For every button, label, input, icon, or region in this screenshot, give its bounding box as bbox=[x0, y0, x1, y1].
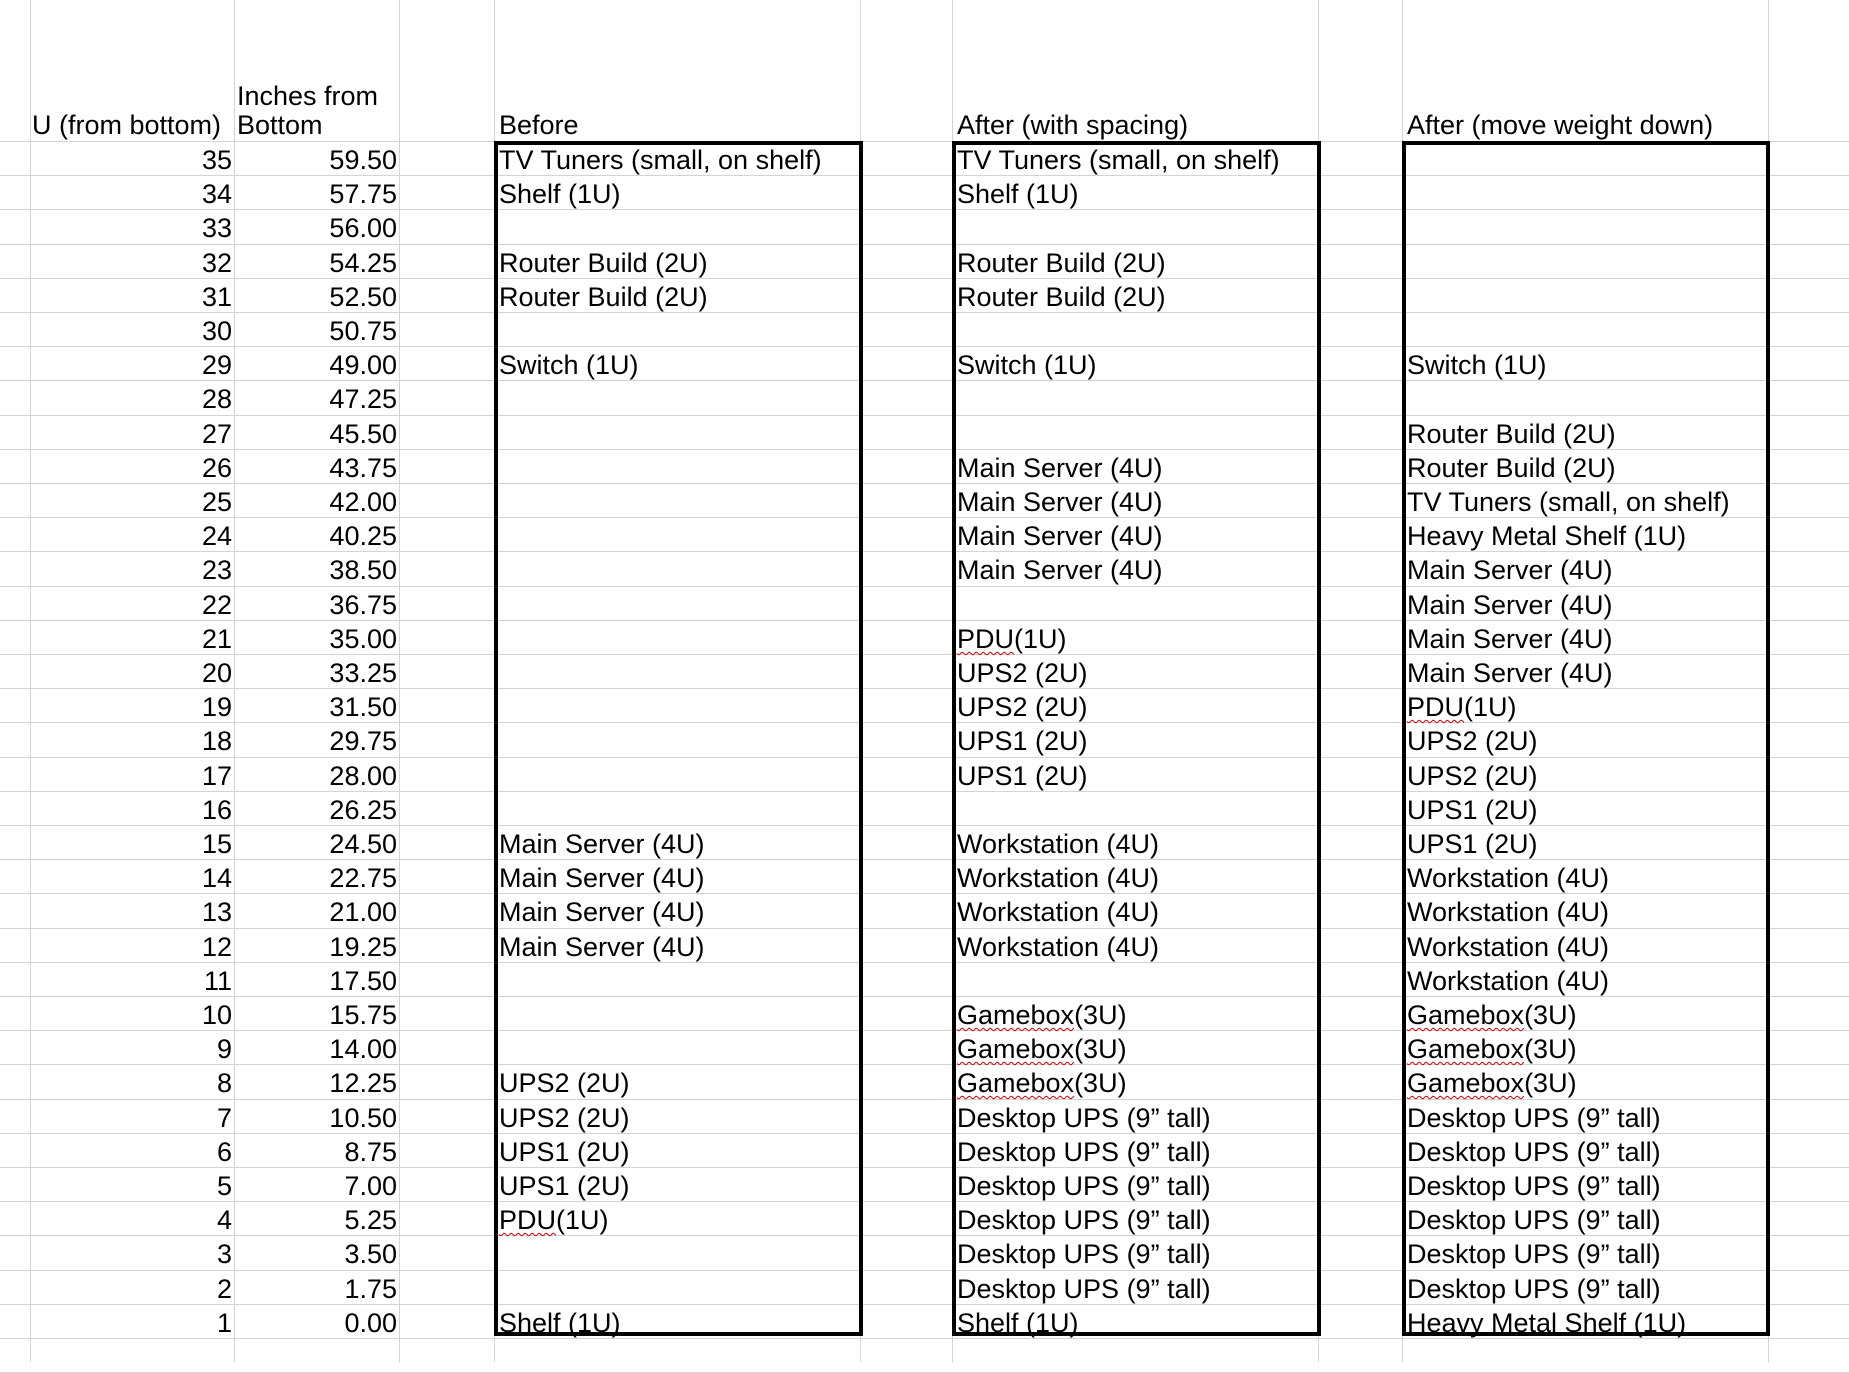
spellcheck-flag: Gamebox bbox=[957, 1034, 1075, 1064]
cell-after-weight[interactable]: UPS2 (2U) bbox=[1407, 761, 1538, 791]
cell-after-spacing[interactable]: Workstation (4U) bbox=[957, 932, 1160, 962]
cell-before[interactable]: PDU (1U) bbox=[499, 1205, 609, 1235]
cell-u[interactable]: 6 bbox=[216, 1137, 232, 1167]
cell-after-weight[interactable]: Main Server (4U) bbox=[1407, 658, 1613, 688]
cell-inches[interactable]: 15.75 bbox=[329, 1000, 397, 1030]
cell-after-spacing[interactable]: Workstation (4U) bbox=[957, 897, 1160, 927]
cell-after-weight[interactable]: Gamebox (3U) bbox=[1407, 1000, 1577, 1030]
cell-after-spacing[interactable]: Desktop UPS (9” tall) bbox=[957, 1205, 1211, 1235]
cell-after-weight[interactable]: Switch (1U) bbox=[1407, 350, 1547, 380]
cell-after-spacing[interactable] bbox=[955, 586, 1318, 620]
header-inches-line1[interactable]: Inches from bbox=[237, 81, 379, 111]
cell-before[interactable] bbox=[497, 551, 860, 585]
cell-after-weight[interactable]: UPS2 (2U) bbox=[1407, 726, 1538, 756]
cell-after-weight[interactable]: Main Server (4U) bbox=[1407, 555, 1613, 585]
spellcheck-flag: PDU bbox=[1407, 692, 1465, 722]
cell-after-spacing[interactable]: UPS1 (2U) bbox=[957, 761, 1088, 791]
cell-after-spacing[interactable] bbox=[955, 962, 1318, 996]
cell-u[interactable]: 26 bbox=[201, 453, 232, 483]
cell-after-weight[interactable]: Router Build (2U) bbox=[1407, 419, 1616, 449]
cell-u[interactable]: 27 bbox=[201, 419, 232, 449]
cell-u[interactable]: 24 bbox=[201, 521, 232, 551]
spellcheck-flag: Gamebox bbox=[1407, 1034, 1525, 1064]
cell-before[interactable] bbox=[497, 1235, 860, 1269]
cell-inches[interactable]: 57.75 bbox=[329, 179, 397, 209]
cell-after-spacing[interactable]: Shelf (1U) bbox=[957, 1308, 1079, 1338]
cell-after-weight[interactable] bbox=[1405, 278, 1768, 312]
cell-after-spacing[interactable]: Main Server (4U) bbox=[957, 453, 1163, 483]
cell-after-weight[interactable]: Workstation (4U) bbox=[1407, 966, 1610, 996]
cell-after-spacing[interactable] bbox=[955, 380, 1318, 414]
cell-after-spacing[interactable]: Switch (1U) bbox=[957, 350, 1097, 380]
header-inches-line2[interactable]: Bottom bbox=[237, 110, 323, 140]
cell-u[interactable]: 17 bbox=[201, 761, 232, 791]
cell-after-weight[interactable]: Gamebox (3U) bbox=[1407, 1068, 1577, 1098]
cell-inches[interactable]: 12.25 bbox=[329, 1068, 397, 1098]
cell-after-weight[interactable] bbox=[1405, 380, 1768, 414]
cell-inches[interactable]: 45.50 bbox=[329, 419, 397, 449]
cell-after-weight[interactable]: Main Server (4U) bbox=[1407, 624, 1613, 654]
cell-u[interactable]: 2 bbox=[216, 1274, 232, 1304]
cell-u[interactable]: 12 bbox=[201, 932, 232, 962]
cell-after-spacing[interactable]: Router Build (2U) bbox=[957, 282, 1166, 312]
cell-before[interactable] bbox=[497, 791, 860, 825]
cell-inches[interactable]: 47.25 bbox=[329, 384, 397, 414]
cell-before[interactable] bbox=[497, 620, 860, 654]
cell-after-spacing[interactable] bbox=[955, 209, 1318, 243]
cell-after-weight[interactable]: Workstation (4U) bbox=[1407, 897, 1610, 927]
cell-after-weight[interactable]: Workstation (4U) bbox=[1407, 932, 1610, 962]
cell-before[interactable] bbox=[497, 517, 860, 551]
cell-u[interactable]: 22 bbox=[201, 590, 232, 620]
cell-before[interactable]: UPS2 (2U) bbox=[499, 1068, 630, 1098]
cell-before[interactable]: Shelf (1U) bbox=[499, 179, 621, 209]
cell-inches[interactable]: 54.25 bbox=[329, 248, 397, 278]
cell-inches[interactable]: 24.50 bbox=[329, 829, 397, 859]
cell-u[interactable]: 7 bbox=[216, 1103, 232, 1133]
cell-after-spacing[interactable]: Desktop UPS (9” tall) bbox=[957, 1239, 1211, 1269]
cell-after-weight[interactable]: Router Build (2U) bbox=[1407, 453, 1616, 483]
cell-after-spacing[interactable]: Router Build (2U) bbox=[957, 248, 1166, 278]
cell-u[interactable]: 35 bbox=[201, 145, 232, 175]
cell-inches[interactable]: 59.50 bbox=[329, 145, 397, 175]
cell-before[interactable] bbox=[497, 722, 860, 756]
cell-after-weight[interactable] bbox=[1405, 141, 1768, 175]
cell-u[interactable]: 30 bbox=[201, 316, 232, 346]
cell-inches[interactable]: 31.50 bbox=[329, 692, 397, 722]
cell-before[interactable] bbox=[497, 1030, 860, 1064]
cell-after-weight[interactable]: Heavy Metal Shelf (1U) bbox=[1407, 1308, 1687, 1338]
cell-inches[interactable]: 3.50 bbox=[344, 1239, 397, 1269]
cell-after-weight[interactable]: PDU (1U) bbox=[1407, 692, 1517, 722]
spellcheck-flag: PDU bbox=[957, 624, 1015, 654]
cell-after-spacing[interactable]: Gamebox (3U) bbox=[957, 1034, 1127, 1064]
cell-after-weight[interactable]: Gamebox (3U) bbox=[1407, 1034, 1577, 1064]
cell-u[interactable]: 23 bbox=[201, 555, 232, 585]
cell-inches[interactable]: 42.00 bbox=[329, 487, 397, 517]
cell-inches[interactable]: 19.25 bbox=[329, 932, 397, 962]
header-u[interactable]: U (from bottom) bbox=[32, 110, 222, 140]
cell-before[interactable]: Main Server (4U) bbox=[499, 932, 705, 962]
cell-after-weight[interactable]: Desktop UPS (9” tall) bbox=[1407, 1137, 1661, 1167]
cell-u[interactable]: 9 bbox=[216, 1034, 232, 1064]
cell-after-spacing[interactable]: Gamebox (3U) bbox=[957, 1068, 1127, 1098]
cell-after-weight[interactable]: Desktop UPS (9” tall) bbox=[1407, 1274, 1661, 1304]
cell-inches[interactable]: 8.75 bbox=[344, 1137, 397, 1167]
cell-before[interactable] bbox=[497, 962, 860, 996]
cell-u[interactable]: 13 bbox=[201, 897, 232, 927]
cell-after-spacing[interactable]: PDU (1U) bbox=[957, 624, 1067, 654]
cell-u[interactable]: 19 bbox=[201, 692, 232, 722]
cell-u[interactable]: 25 bbox=[201, 487, 232, 517]
cell-after-spacing[interactable]: Workstation (4U) bbox=[957, 829, 1160, 859]
cell-after-weight[interactable] bbox=[1405, 209, 1768, 243]
column-gridline bbox=[399, 0, 400, 1362]
cell-inches[interactable]: 17.50 bbox=[329, 966, 397, 996]
cell-after-weight[interactable]: Desktop UPS (9” tall) bbox=[1407, 1239, 1661, 1269]
cell-inches[interactable]: 56.00 bbox=[329, 213, 397, 243]
cell-inches[interactable]: 10.50 bbox=[329, 1103, 397, 1133]
cell-inches[interactable]: 0.00 bbox=[344, 1308, 397, 1338]
cell-after-spacing[interactable] bbox=[955, 415, 1318, 449]
cell-after-spacing[interactable]: Main Server (4U) bbox=[957, 555, 1163, 585]
cell-before[interactable]: Shelf (1U) bbox=[499, 1308, 621, 1338]
cell-inches[interactable]: 1.75 bbox=[344, 1274, 397, 1304]
cell-before[interactable] bbox=[497, 312, 860, 346]
cell-after-weight[interactable]: Desktop UPS (9” tall) bbox=[1407, 1171, 1661, 1201]
cell-inches[interactable]: 33.25 bbox=[329, 658, 397, 688]
cell-before[interactable] bbox=[497, 1270, 860, 1304]
cell-inches[interactable]: 50.75 bbox=[329, 316, 397, 346]
cell-u[interactable]: 21 bbox=[201, 624, 232, 654]
cell-after-weight[interactable]: UPS1 (2U) bbox=[1407, 829, 1538, 859]
cell-u[interactable]: 31 bbox=[201, 282, 232, 312]
cell-after-spacing[interactable]: UPS2 (2U) bbox=[957, 692, 1088, 722]
cell-u[interactable]: 14 bbox=[201, 863, 232, 893]
cell-after-spacing[interactable]: Desktop UPS (9” tall) bbox=[957, 1137, 1211, 1167]
cell-u[interactable]: 10 bbox=[201, 1000, 232, 1030]
cell-after-spacing[interactable]: UPS2 (2U) bbox=[957, 658, 1088, 688]
cell-u[interactable]: 11 bbox=[203, 966, 232, 996]
cell-inches[interactable]: 52.50 bbox=[329, 282, 397, 312]
cell-before[interactable] bbox=[497, 209, 860, 243]
cell-after-spacing[interactable] bbox=[955, 312, 1318, 346]
cell-u[interactable]: 15 bbox=[201, 829, 232, 859]
cell-before[interactable]: Router Build (2U) bbox=[499, 248, 708, 278]
cell-u[interactable]: 28 bbox=[201, 384, 232, 414]
cell-u[interactable]: 18 bbox=[201, 726, 232, 756]
cell-before[interactable]: UPS1 (2U) bbox=[499, 1137, 630, 1167]
cell-after-weight[interactable] bbox=[1405, 175, 1768, 209]
cell-before[interactable] bbox=[497, 996, 860, 1030]
cell-inches[interactable]: 22.75 bbox=[329, 863, 397, 893]
spellcheck-flag: PDU bbox=[499, 1205, 557, 1235]
cell-inches[interactable]: 5.25 bbox=[344, 1205, 397, 1235]
cell-after-weight[interactable] bbox=[1405, 312, 1768, 346]
cell-before[interactable] bbox=[497, 483, 860, 517]
cell-after-spacing[interactable]: Workstation (4U) bbox=[957, 863, 1160, 893]
spellcheck-flag: Gamebox bbox=[1407, 1068, 1525, 1098]
header-before[interactable]: Before bbox=[499, 110, 579, 140]
cell-after-weight[interactable]: TV Tuners (small, on shelf) bbox=[1407, 487, 1730, 517]
cell-inches[interactable]: 21.00 bbox=[329, 897, 397, 927]
cell-before[interactable] bbox=[497, 449, 860, 483]
cell-before[interactable]: Main Server (4U) bbox=[499, 829, 705, 859]
cell-inches[interactable]: 7.00 bbox=[344, 1171, 397, 1201]
cell-after-weight[interactable]: UPS1 (2U) bbox=[1407, 795, 1538, 825]
cell-before[interactable]: Router Build (2U) bbox=[499, 282, 708, 312]
cell-before[interactable] bbox=[497, 688, 860, 722]
cell-before[interactable] bbox=[497, 586, 860, 620]
cell-u[interactable]: 34 bbox=[201, 179, 232, 209]
cell-before[interactable]: UPS2 (2U) bbox=[499, 1103, 630, 1133]
cell-u[interactable]: 32 bbox=[201, 248, 232, 278]
cell-u[interactable]: 33 bbox=[201, 213, 232, 243]
cell-after-weight[interactable]: Desktop UPS (9” tall) bbox=[1407, 1103, 1661, 1133]
cell-u[interactable]: 1 bbox=[216, 1308, 232, 1338]
cell-after-weight[interactable]: Workstation (4U) bbox=[1407, 863, 1610, 893]
cell-before[interactable]: Switch (1U) bbox=[499, 350, 639, 380]
cell-before[interactable]: Main Server (4U) bbox=[499, 897, 705, 927]
cell-after-spacing[interactable]: Desktop UPS (9” tall) bbox=[957, 1274, 1211, 1304]
cell-u[interactable]: 16 bbox=[201, 795, 232, 825]
cell-after-spacing[interactable]: Desktop UPS (9” tall) bbox=[957, 1103, 1211, 1133]
cell-after-spacing[interactable]: Shelf (1U) bbox=[957, 179, 1079, 209]
cell-inches[interactable]: 14.00 bbox=[329, 1034, 397, 1064]
cell-after-spacing[interactable]: Desktop UPS (9” tall) bbox=[957, 1171, 1211, 1201]
cell-inches[interactable]: 36.75 bbox=[329, 590, 397, 620]
cell-inches[interactable]: 43.75 bbox=[329, 453, 397, 483]
cell-after-weight[interactable] bbox=[1405, 244, 1768, 278]
spellcheck-flag: Gamebox bbox=[957, 1068, 1075, 1098]
row-gridline bbox=[0, 1338, 1849, 1339]
cell-before[interactable] bbox=[497, 654, 860, 688]
cell-before[interactable]: Main Server (4U) bbox=[499, 863, 705, 893]
cell-before[interactable]: TV Tuners (small, on shelf) bbox=[499, 145, 822, 175]
cell-u[interactable]: 4 bbox=[216, 1205, 232, 1235]
header-after-spacing[interactable]: After (with spacing) bbox=[957, 110, 1189, 140]
cell-after-spacing[interactable] bbox=[955, 791, 1318, 825]
cell-inches[interactable]: 28.00 bbox=[329, 761, 397, 791]
cell-u[interactable]: 29 bbox=[201, 350, 232, 380]
cell-before[interactable] bbox=[497, 380, 860, 414]
spellcheck-flag: Gamebox bbox=[957, 1000, 1075, 1030]
cell-after-spacing[interactable]: TV Tuners (small, on shelf) bbox=[957, 145, 1280, 175]
cell-inches[interactable]: 40.25 bbox=[329, 521, 397, 551]
cell-inches[interactable]: 35.00 bbox=[329, 624, 397, 654]
cell-after-spacing[interactable]: Main Server (4U) bbox=[957, 487, 1163, 517]
cell-after-spacing[interactable]: UPS1 (2U) bbox=[957, 726, 1088, 756]
cell-inches[interactable]: 26.25 bbox=[329, 795, 397, 825]
cell-inches[interactable]: 38.50 bbox=[329, 555, 397, 585]
cell-after-weight[interactable]: Desktop UPS (9” tall) bbox=[1407, 1205, 1661, 1235]
cell-u[interactable]: 20 bbox=[201, 658, 232, 688]
cell-after-weight[interactable]: Main Server (4U) bbox=[1407, 590, 1613, 620]
cell-before[interactable] bbox=[497, 415, 860, 449]
cell-u[interactable]: 5 bbox=[216, 1171, 232, 1201]
spellcheck-flag: Gamebox bbox=[1407, 1000, 1525, 1030]
cell-u[interactable]: 3 bbox=[216, 1239, 232, 1269]
cell-inches[interactable]: 49.00 bbox=[329, 350, 397, 380]
cell-after-spacing[interactable]: Gamebox (3U) bbox=[957, 1000, 1127, 1030]
header-after-weight[interactable]: After (move weight down) bbox=[1407, 110, 1714, 140]
cell-before[interactable]: UPS1 (2U) bbox=[499, 1171, 630, 1201]
cell-before[interactable] bbox=[497, 757, 860, 791]
cell-u[interactable]: 8 bbox=[216, 1068, 232, 1098]
cell-after-weight[interactable]: Heavy Metal Shelf (1U) bbox=[1407, 521, 1687, 551]
cell-after-spacing[interactable]: Main Server (4U) bbox=[957, 521, 1163, 551]
cell-inches[interactable]: 29.75 bbox=[329, 726, 397, 756]
